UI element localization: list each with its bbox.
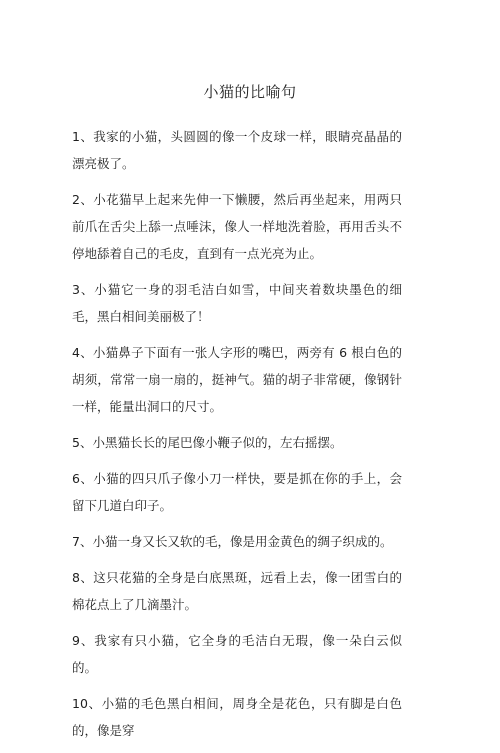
list-item: 8、这只花猫的全身是白底黑斑，远看上去，像一团雪白的棉花点上了几滴墨汁。 [72, 570, 402, 612]
list-item: 5、小黑猫长长的尾巴像小鞭子似的，左右摇摆。 [72, 435, 343, 450]
document-title: 小猫的比喻句 [203, 83, 297, 101]
list-item: 7、小猫一身又长又软的毛，像是用金黄色的绸子织成的。 [72, 534, 393, 549]
list-item: 9、我家有只小猫，它全身的毛洁白无瑕，像一朵白云似的。 [72, 633, 402, 675]
list-item: 4、小猫鼻子下面有一张人字形的嘴巴，两旁有 6 根白色的胡须，常常一扇一扇的，挺神气。猫的胡子非常硬，像钢针一样，能量出洞口的尺寸。 [72, 345, 402, 414]
list-item: 3、小猫它一身的羽毛洁白如雪，中间夹着数块墨色的细毛，黑白相间美丽极了！ [72, 282, 402, 324]
list-item: 10、小猫的毛色黑白相间，周身全是花色，只有脚是白色的，像是穿 [72, 696, 402, 738]
list-item: 2、小花猫早上起来先伸一下懒腰，然后再坐起来，用两只前爪在舌尖上舔一点唾沫，像人一样地洗着脸，再用舌头不停地舔着自己的毛皮，直到有一点光亮为止。 [72, 192, 402, 261]
simile-list [72, 123, 402, 753]
list-item: 6、小猫的四只爪子像小刀一样快，要是抓在你的手上，会留下几道白印子。 [72, 471, 402, 513]
list-item: 1、我家的小猫，头圆圆的像一个皮球一样，眼睛亮晶晶的漂亮极了。 [72, 129, 402, 171]
